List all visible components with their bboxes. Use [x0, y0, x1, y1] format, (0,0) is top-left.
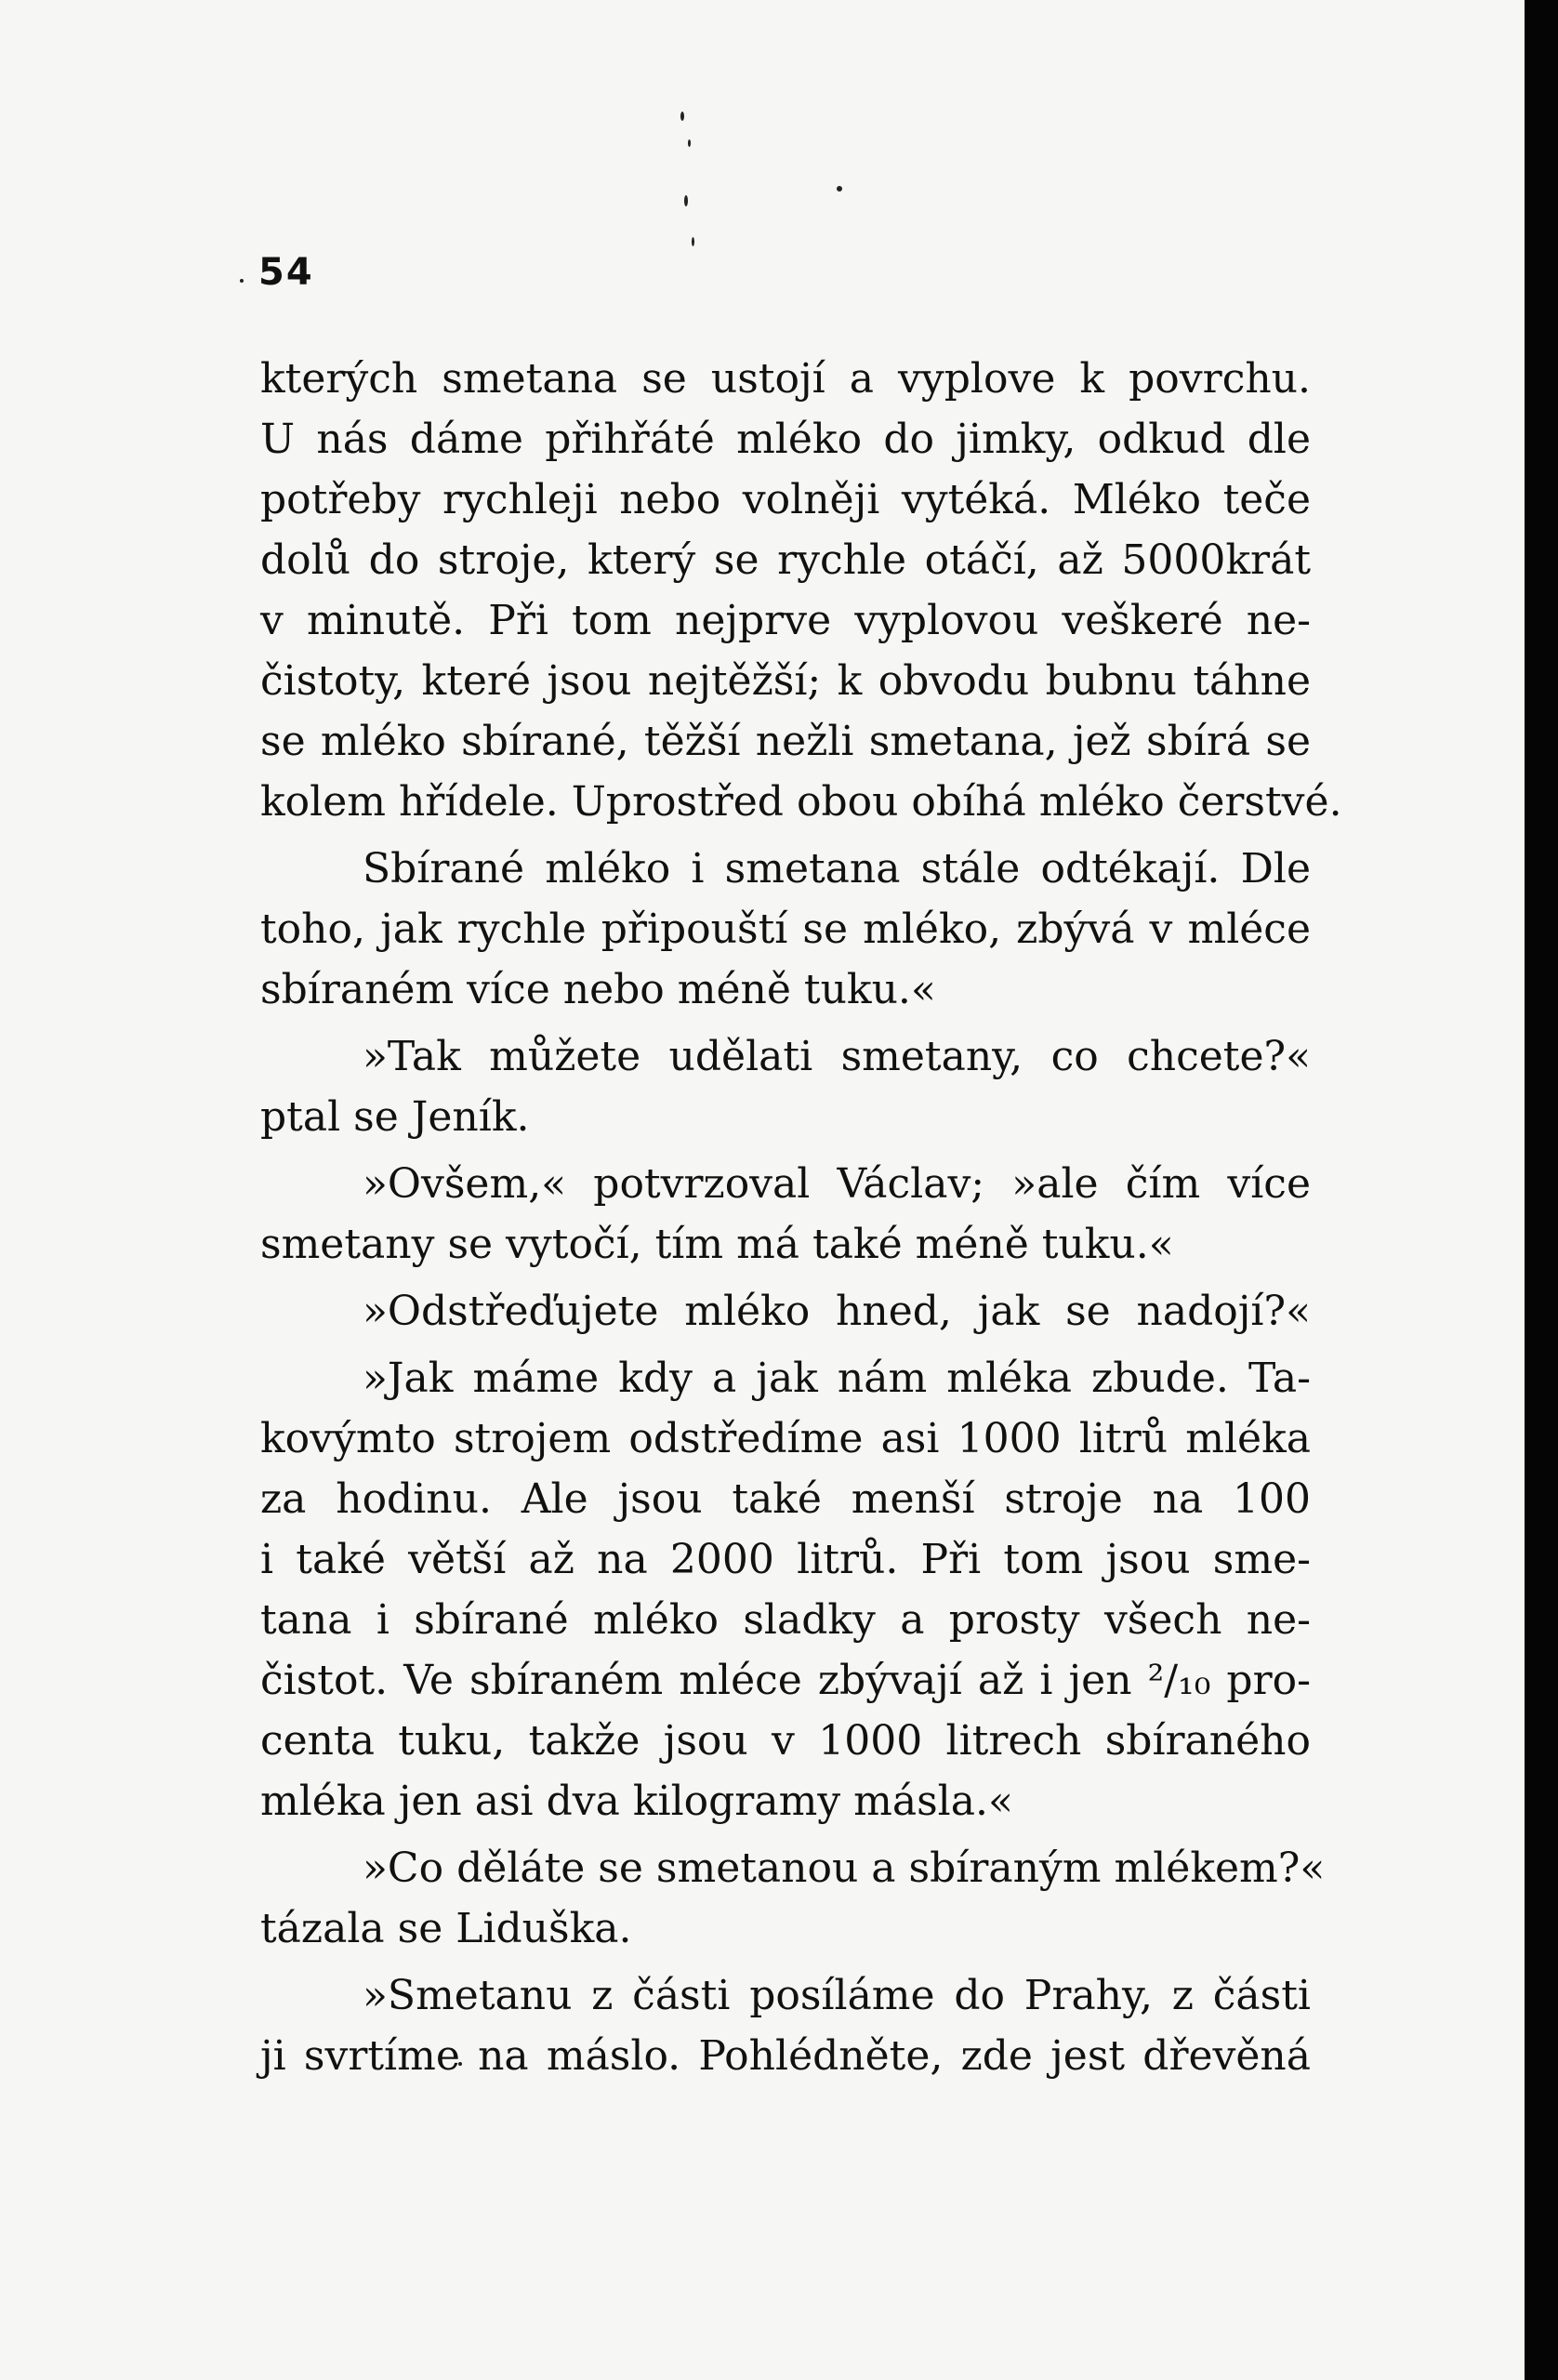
print-speck — [684, 195, 688, 206]
paragraph — [260, 1348, 1311, 1831]
text-line: tana i sbírané mléko sladky a prosty všech ne- — [260, 1596, 1311, 1644]
paragraph — [260, 349, 1342, 832]
text-line: »Smetanu z části posíláme do Prahy, z části — [363, 1972, 1311, 2019]
text-line: tázala se Liduška. — [260, 1905, 632, 1952]
text-line: sbíraném více nebo méně tuku.« — [260, 966, 936, 1013]
paragraph — [260, 839, 1311, 1020]
body-text — [260, 349, 1342, 2093]
text-line: »Odstřeďujete mléko hned, jak se nadojí?« — [363, 1288, 1311, 1335]
print-speck — [837, 186, 842, 192]
paragraph — [260, 1838, 1326, 1959]
text-line: potřeby rychleji nebo volněji vytéká. Mléko teče — [260, 476, 1311, 523]
paragraph — [260, 1026, 1311, 1147]
text-line: centa tuku, takže jsou v 1000 litrech sbíraného — [260, 1717, 1311, 1765]
text-line: ptal se Jeník. — [260, 1093, 530, 1141]
scan-border — [1525, 0, 1558, 2380]
text-line: čistot. Ve sbíraném mléce zbývají až i jen ²/₁₀ pro- — [260, 1657, 1311, 1704]
print-speck — [688, 139, 691, 147]
text-line: »Ovšem,« potvrzoval Václav; »ale čím více — [363, 1160, 1311, 1208]
text-line: kovýmto strojem odstředíme asi 1000 litrů mléka — [260, 1415, 1311, 1462]
paragraph — [260, 1965, 1311, 2086]
page-number: 54 — [258, 251, 314, 294]
text-line: toho, jak rychle připouští se mléko, zbývá v mléce — [260, 906, 1311, 953]
text-line: Sbírané mléko i smetana stále odtékají. Dle — [363, 845, 1311, 892]
text-line: za hodinu. Ale jsou také menší stroje na 100 — [260, 1475, 1311, 1523]
text-line: U nás dáme přihřáté mléko do jimky, odkud dle — [260, 416, 1311, 463]
text-line: »Jak máme kdy a jak nám mléka zbude. Ta- — [363, 1355, 1311, 1402]
text-line: mléka jen asi dva kilogramy másla.« — [260, 1778, 1013, 1825]
paragraph — [260, 1154, 1311, 1275]
print-speck — [692, 237, 694, 246]
print-speck — [680, 112, 684, 121]
text-line: kolem hřídele. Uprostřed obou obíhá mléko čerstvé. — [260, 778, 1342, 826]
text-line: se mléko sbírané, těžší nežli smetana, jež sbírá se — [260, 718, 1311, 765]
text-line: i také větší až na 2000 litrů. Při tom jsou sme- — [260, 1536, 1311, 1583]
print-speck — [240, 279, 244, 283]
text-line: v minutě. Při tom nejprve vyplovou veškeré ne- — [260, 597, 1311, 644]
text-line: smetany se vytočí, tím má také méně tuku.« — [260, 1221, 1174, 1268]
text-line: čistoty, které jsou nejtěžší; k obvodu bubnu táhne — [260, 657, 1311, 705]
text-line: »Tak můžete udělati smetany, co chcete?« — [363, 1033, 1311, 1080]
text-line: »Co děláte se smetanou a sbíraným mlékem?« — [363, 1844, 1326, 1892]
text-line: dolů do stroje, který se rychle otáčí, až 5000krát — [260, 536, 1311, 584]
text-line: ji svrtíme na máslo. Pohlédněte, zde jest dřevěná — [260, 2032, 1311, 2080]
text-line: kterých smetana se ustojí a vyplove k povrchu. — [260, 355, 1311, 403]
paragraph — [260, 1281, 1311, 1342]
